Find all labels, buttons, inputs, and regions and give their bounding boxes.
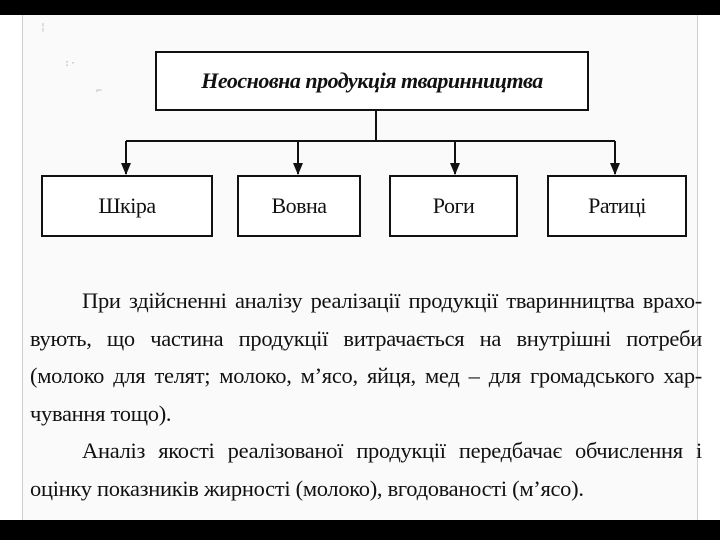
child-label-skin: Шкіра: [98, 193, 156, 218]
scan-noise-mark: ¦: [40, 22, 47, 33]
child-label-hooves: Ратиці: [588, 193, 646, 218]
paragraph-1-line-3: (молоко для телят; молоко, м’ясо, яйця, мед – для громадського хар-: [30, 363, 702, 388]
body-text: [30, 282, 702, 507]
bottom-black-border: [0, 520, 720, 540]
scan-noise-mark: :·: [64, 58, 77, 69]
scan-noise-mark: ⌐: [96, 86, 103, 97]
paragraph-1-line-4: чування тощо).: [30, 400, 172, 426]
paragraph-1-line-1: При здійсненні аналізу реалізації продукції тваринництва врахо-: [82, 288, 702, 313]
paragraph-1-line-2: вують, що частина продукції витрачається на внутрішні потреби: [30, 325, 702, 351]
child-label-wool: Вовна: [271, 193, 327, 218]
paragraph-2-line-2: оцінку показників жирності (молоко), вгодованості (м’ясо).: [30, 475, 584, 501]
root-label: Неосновна продукція тваринництва: [201, 68, 543, 93]
paragraph-2-line-1: Аналіз якості реалізованої продукції передбачає обчислення і: [82, 438, 702, 463]
child-label-horns: Роги: [432, 193, 475, 218]
